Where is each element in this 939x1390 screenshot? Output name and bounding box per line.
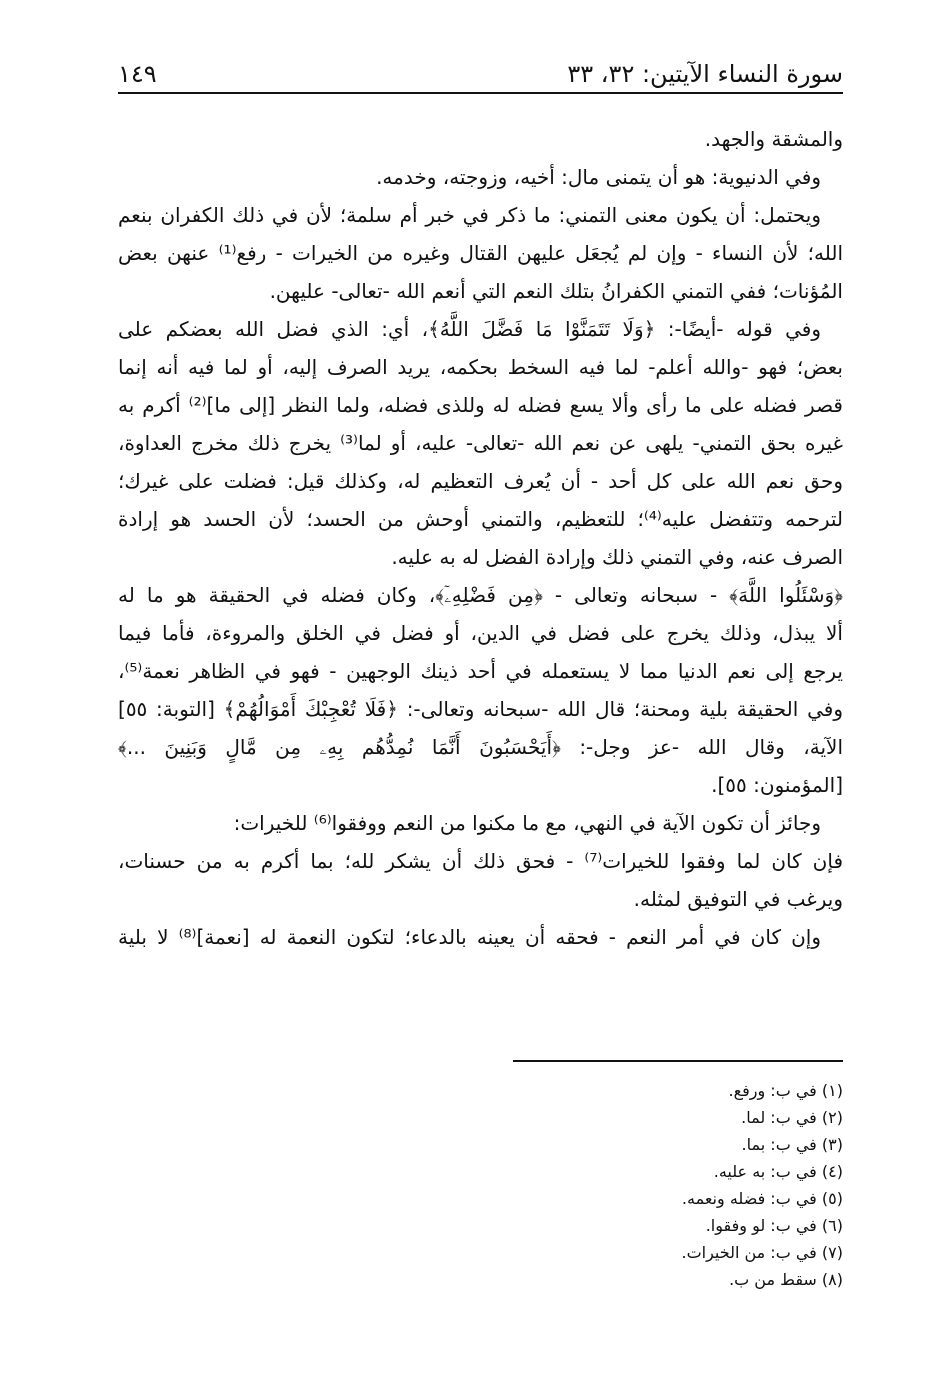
text-line: قصر فضله على ما رأى وألا يسع فضله له وللذى فضله، ولما النظر [إلى ما]⁽²⁾ أكرم به [118,393,843,417]
footnote-rule [513,1060,843,1062]
footnote: (٣) في ب: بما. [741,1135,843,1154]
text-line: المُؤنات؛ ففي التمني الكفرانُ بتلك النعم التي أنعم الله -تعالى- عليهن. [269,279,843,303]
text-line: غيره بحق التمني- يلهى عن نعم الله -تعالى- عليه، أو لما⁽³⁾ يخرج ذلك مخرج العداوة، [118,431,843,455]
text-line: لترحمه وتتفضل عليه⁽⁴⁾؛ للتعظيم، والتمني أوحش من الحسد؛ لأن الحسد هو إرادة [118,507,843,531]
running-title: سورة النساء الآيتين: ٣٢، ٣٣ [567,60,843,88]
footnote: (٢) في ب: لما. [741,1108,843,1127]
text-line: وفي الدنيوية: هو أن يتمنى مال: أخيه، وزوجته، وخدمه. [376,165,821,189]
text-line: وإن كان في أمر النعم - فحقه أن يعينه بالدعاء؛ لتكون النعمة له [نعمة]⁽⁸⁾ لا بلية [118,925,821,949]
text-line: الله؛ لأن النساء - وإن لم يُجعَل عليهن القتال وغيره من الخيرات - رفع⁽¹⁾ عنهن بعض [118,241,843,265]
header-rule [118,92,843,94]
text-line: والمشقة والجهد. [704,127,843,151]
text-line: الآية، وقال الله -عز وجل-: ﴿أَيَحْسَبُونَ أَنَّمَا نُمِدُّهُم بِهِۦ مِن مَّالٍ وَبَنِينَ ...﴾ [118,735,843,759]
footnote: (٥) في ب: فضله ونعمه. [681,1189,843,1208]
page-number: ١٤٩ [118,60,157,88]
page-header [118,55,843,93]
text-line: يرجع إلى نعم الدنيا مما لا يستعمله في أحد ذينك الوجهين - فهو في الظاهر نعمة⁽⁵⁾، [118,659,843,683]
body-text [118,120,843,956]
text-line: بعض؛ فهو -والله أعلم- لما فيه السخط بحكمه، يريد الصرف إليه، أو لما فيه أنه إنما [118,355,843,379]
footnote: (٤) في ب: به عليه. [713,1162,843,1181]
text-line: وحق نعم الله على كل أحد - أن يُعرف التعظيم له، وكذلك قيل: فضلت على غيرك؛ [118,469,843,493]
text-line: وجائز أن تكون الآية في النهي، مع ما مكنوا من النعم ووفقوا⁽⁶⁾ للخيرات: [233,811,821,835]
footnote: (١) في ب: ورفع. [728,1081,843,1100]
footnote: (٧) في ب: من الخيرات. [681,1243,843,1262]
footnote: (٨) سقط من ب. [729,1270,843,1289]
text-line: ويحتمل: أن يكون معنى التمني: ما ذكر في خبر أم سلمة؛ لأن في ذلك الكفران بنعم [118,203,821,227]
footnotes [513,1077,843,1293]
footnote: (٦) في ب: لو وفقوا. [705,1216,843,1235]
text-line: ألا يبذل، وذلك يخرج على فضل في الدين، أو فضل في الخلق والمروءة، فأما فيما [118,621,843,645]
text-line: ﴿وَسْئَلُوا اللَّهَ﴾ - سبحانه وتعالى - ﴿مِن فَضْلِهِۦٓ﴾، وكان فضله في الحقيقة هو ما له [118,583,843,607]
text-line: وفي قوله -أيضًا-: ﴿وَلَا تَتَمَنَّوْا مَا فَضَّلَ اللَّهُ﴾، أي: الذي فضل الله بعضكم على [118,317,821,341]
text-line: ويرغب في التوفيق لمثله. [633,887,843,911]
text-line: [المؤمنون: ٥٥]. [711,773,843,797]
text-line: وفي الحقيقة بلية ومحنة؛ قال الله -سبحانه وتعالى-: ﴿فَلَا تُعْجِبْكَ أَمْوَالُهُمْ﴾ [التوبة: ٥٥] [118,697,843,721]
text-line: فإن كان لما وفقوا للخيرات⁽⁷⁾ - فحق ذلك أن يشكر لله؛ بما أكرم به من حسنات، [118,849,843,873]
text-line: الصرف عنه، وفي التمني ذلك وإرادة الفضل له به عليه. [391,545,843,569]
